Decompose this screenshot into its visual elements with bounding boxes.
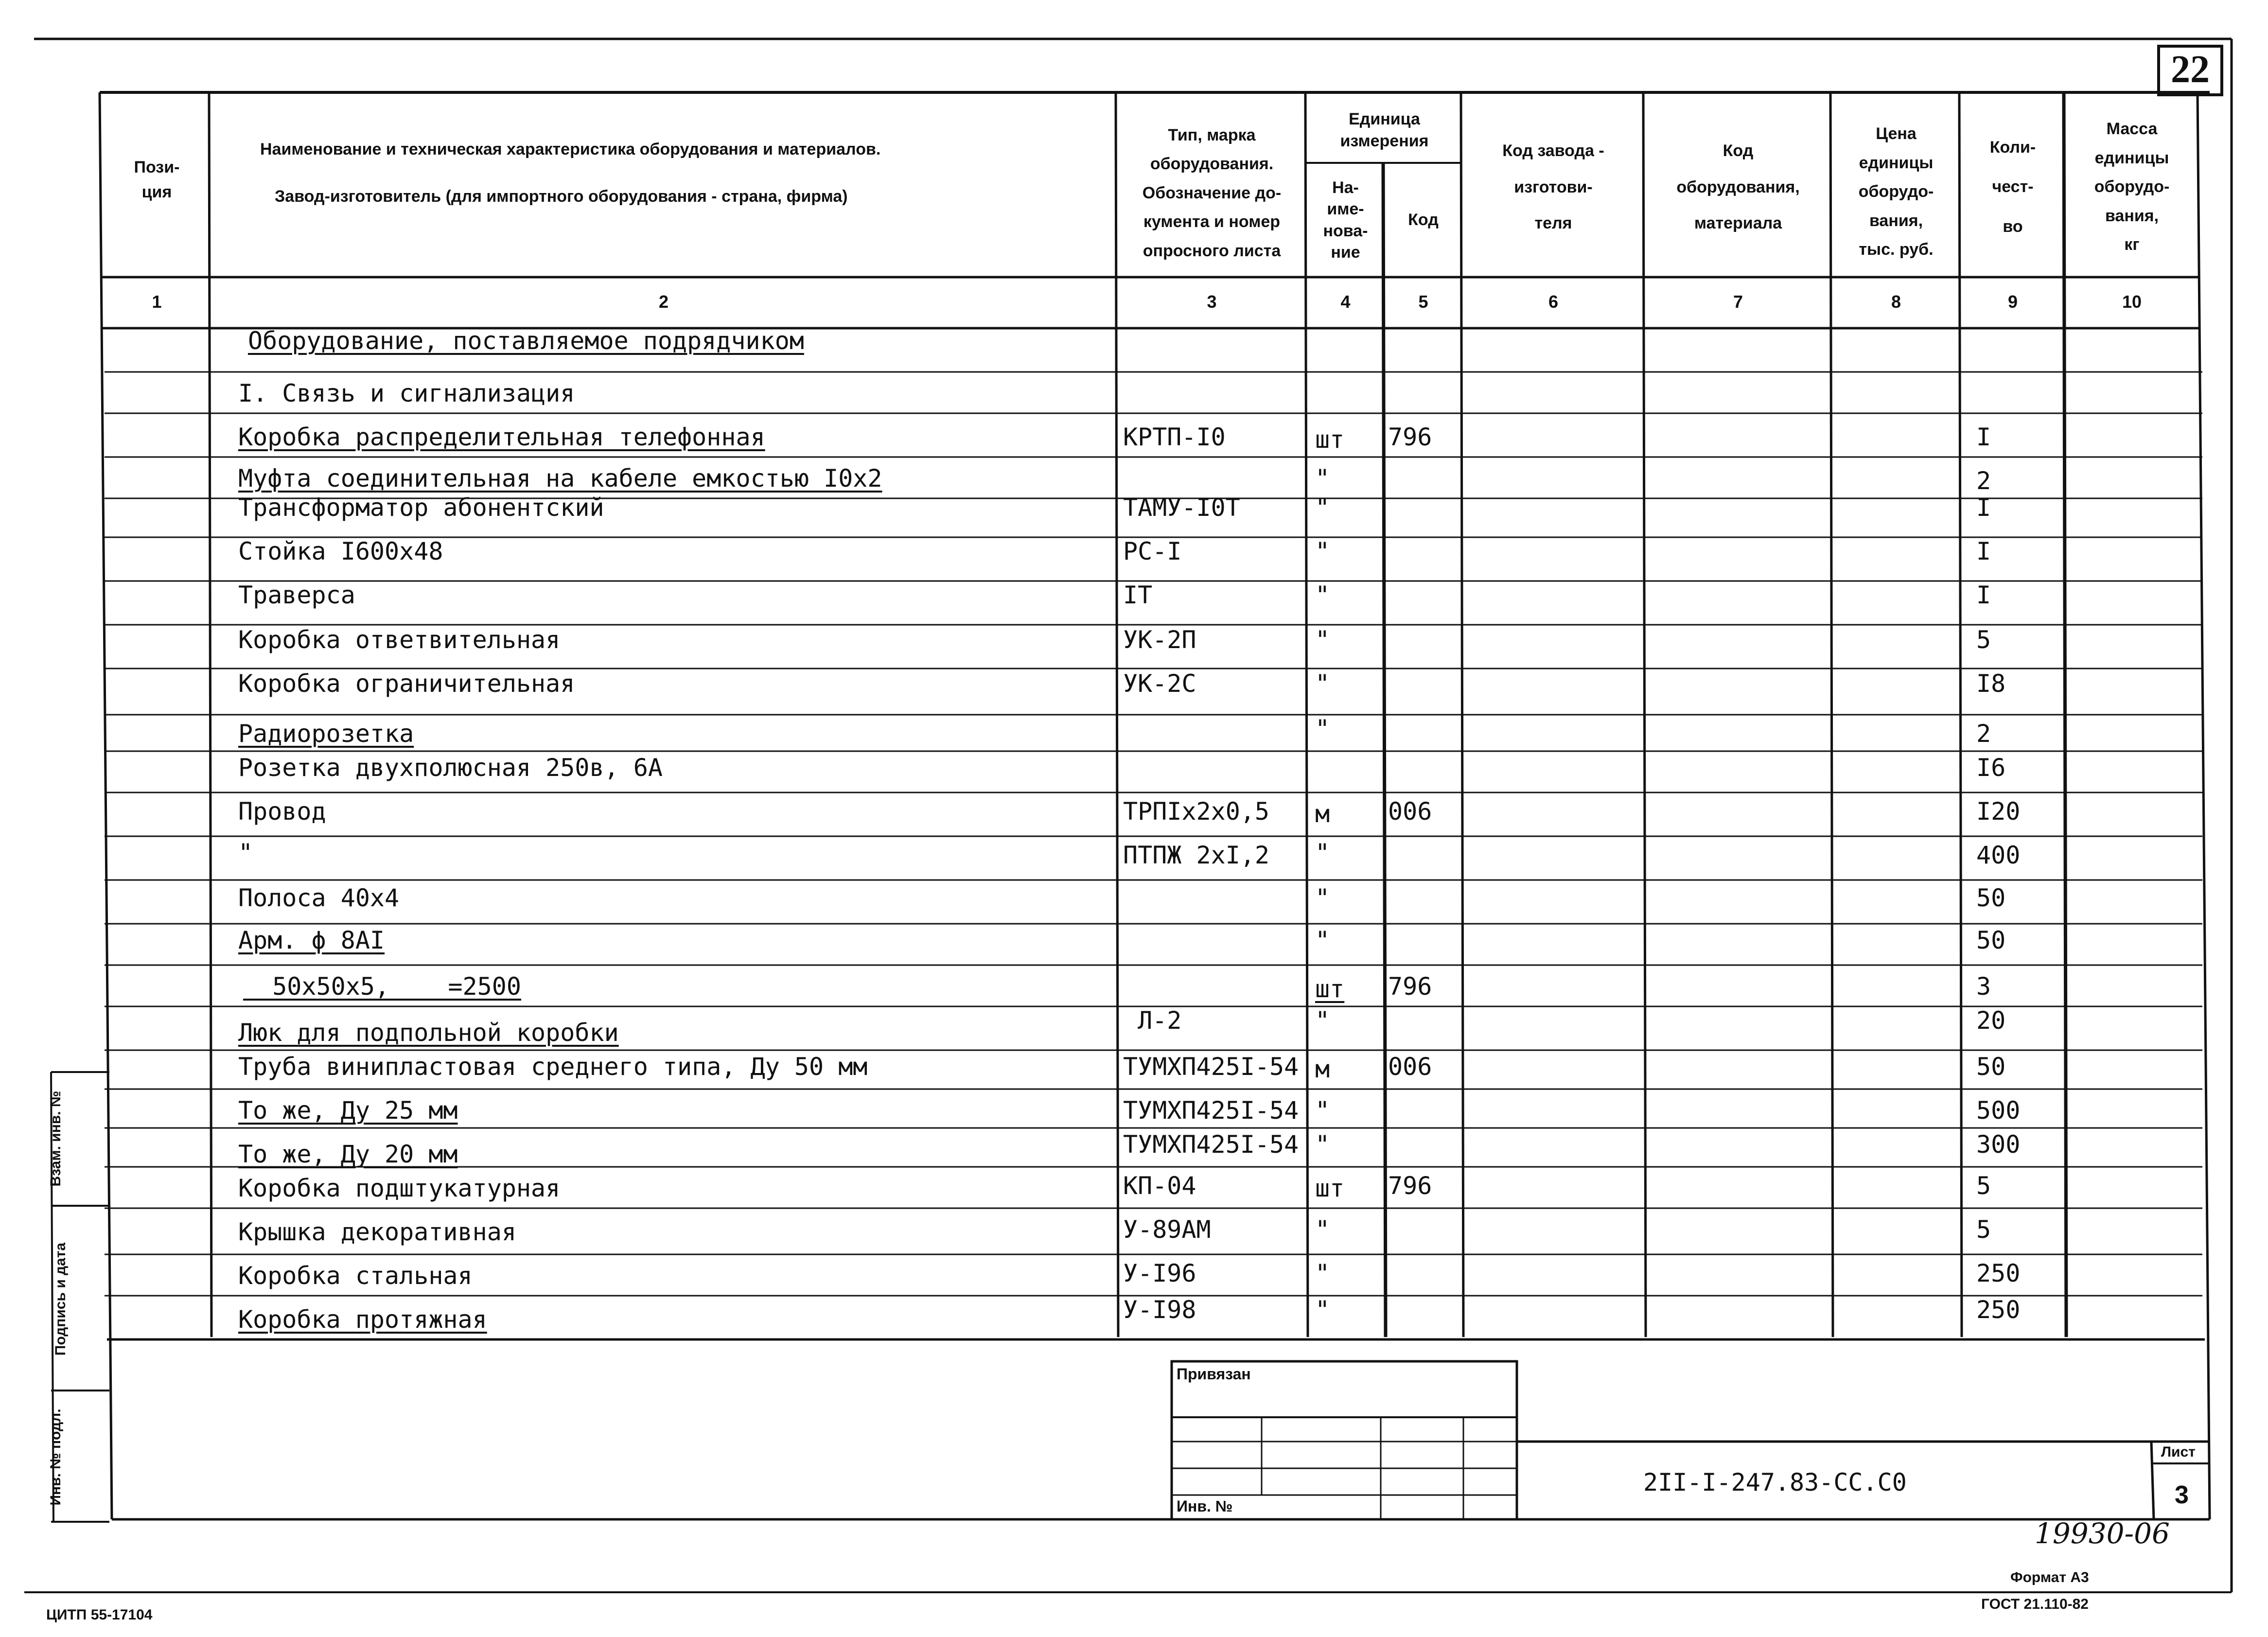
header-name-line2: Завод-изготовитель (для импортного оборудования - страна, фирма) [275, 187, 848, 206]
table-row-type: У-I98 [1123, 1296, 1196, 1324]
header-name-line1: Наименование и техническая характеристика оборудования и материалов. [260, 140, 881, 158]
table-row-unit: " [1315, 493, 1330, 522]
table-row-qty: 50 [1976, 884, 2006, 912]
header-price: Цена единицы оборудо- вания, тыс. руб. [1858, 124, 1934, 259]
table-row-unit: шт [1315, 1174, 1345, 1202]
table-row-qty: 3 [1976, 972, 1991, 1001]
table-row-type: ПТПЖ 2xI,2 [1123, 841, 1270, 869]
col-num-5: 5 [1418, 292, 1428, 312]
table-row-name: Коробка распределительная телефонная [238, 423, 765, 451]
table-row-name: " [238, 839, 253, 867]
table-row-code: 796 [1388, 1172, 1432, 1200]
table-row-unit: " [1315, 669, 1330, 698]
stamp-privyazan: Привязан [1177, 1365, 1251, 1383]
handwritten-number: 19930-06 [2035, 1517, 2170, 1550]
table-row-name: Радиорозетка [238, 720, 414, 748]
table-row-name: Коробка подштукатурная [238, 1174, 561, 1202]
table-row-qty: 250 [1976, 1296, 2021, 1324]
table-row-unit: м [1315, 800, 1330, 828]
table-row-type: РС-I [1123, 537, 1182, 565]
table-row-qty: 5 [1976, 626, 1991, 654]
table-row-qty: I20 [1976, 797, 2021, 826]
table-row-name: То же, Ду 25 мм [238, 1096, 458, 1125]
table-row-name: Труба винипластовая среднего типа, Ду 50 мм [238, 1053, 868, 1081]
header-plant-code: Код завода - изготови- теля [1502, 141, 1604, 233]
table-row-code: 006 [1388, 1053, 1432, 1081]
header-quantity: Коли- чест- во [1989, 138, 2036, 236]
table-row-qty: 5 [1976, 1215, 1991, 1244]
stamp-inv-no: Инв. № [1177, 1497, 1233, 1515]
col-num-4: 4 [1340, 292, 1351, 312]
table-row-qty: I8 [1976, 669, 2006, 698]
table-row-type: ТАМУ-I0Т [1123, 493, 1240, 522]
col-num-7: 7 [1733, 292, 1743, 312]
stamp-list-label: Лист [2161, 1444, 2196, 1460]
table-row-qty: I [1976, 537, 1991, 565]
section-title: Оборудование, поставляемое подрядчиком [248, 327, 804, 355]
table-row-type: КП-04 [1123, 1172, 1196, 1200]
table-row-qty: I6 [1976, 754, 2006, 782]
header-position: Пози- ция [134, 158, 180, 201]
table-row-unit: " [1315, 581, 1330, 609]
header-unit-group: Единица измерения [1340, 110, 1429, 150]
table-row-type: УК-2П [1123, 626, 1196, 654]
table-row-type: ТУМХП425I-54 [1123, 1130, 1299, 1159]
table-row-unit: " [1315, 1096, 1330, 1125]
table-row-name: Стойка I600x48 [238, 537, 443, 565]
table-row-qty: 2 [1976, 467, 1991, 495]
col-num-6: 6 [1548, 292, 1559, 312]
header-unit-code: Код [1408, 211, 1439, 229]
table-row-qty: 300 [1976, 1130, 2021, 1159]
table-row-unit: " [1315, 839, 1330, 867]
table-row-type: ТРПIx2x0,5 [1123, 797, 1270, 826]
table-row-unit: " [1315, 1006, 1330, 1035]
page-number: 22 [2171, 48, 2210, 91]
table-row-qty: 400 [1976, 841, 2021, 869]
table-row-qty: 250 [1976, 1259, 2021, 1287]
col-num-1: 1 [152, 292, 162, 312]
table-row-qty: 50 [1976, 926, 2006, 954]
table-row-unit: " [1315, 715, 1330, 743]
bottom-left-stamp: ЦИТП 55-17104 [46, 1607, 153, 1623]
table-row-type: КРТП-I0 [1123, 423, 1226, 451]
table-row-code: 796 [1388, 423, 1432, 451]
table-row-unit: " [1315, 884, 1330, 912]
table-row-code: 006 [1388, 797, 1432, 826]
table-row-qty: I [1976, 493, 1991, 522]
stamp-list-number: 3 [2175, 1481, 2189, 1509]
table-row-name: Траверса [238, 581, 355, 609]
side-label-inv-podl: Инв. № подл. [48, 1408, 64, 1506]
table-row-unit: " [1315, 626, 1330, 654]
subsection-title: I. Связь и сигнализация [238, 379, 575, 407]
table-row-name: Розетка двухполюсная 250в, 6А [238, 754, 663, 782]
header-unit-name: На- име- нова- ние [1323, 178, 1368, 262]
table-row-name: Коробка ответвительная [238, 626, 561, 654]
table-row-name: Полоса 40x4 [238, 884, 400, 912]
table-row-unit: " [1315, 926, 1330, 954]
header-type: Тип, марка оборудования. Обозначение до- кумента и номер опросного листа [1142, 125, 1282, 260]
header-equipment-code: Код оборудования, материала [1676, 141, 1800, 233]
table-row-qty: I [1976, 581, 1991, 609]
table-row-type: IТ [1123, 581, 1153, 609]
table-row-unit: " [1315, 1259, 1330, 1287]
header-mass: Масса единицы оборудо- вания, кг [2094, 120, 2170, 254]
col-num-8: 8 [1891, 292, 1901, 312]
table-row-unit: " [1315, 464, 1330, 493]
table-row-unit: шт [1315, 425, 1345, 454]
table-row-type: ТУМХП425I-54 [1123, 1053, 1299, 1081]
table-row-name: Крышка декоративная [238, 1218, 516, 1246]
table-row-unit: м [1315, 1055, 1330, 1083]
table-row-name: Люк для подпольной коробки [238, 1019, 619, 1047]
table-row-qty: 5 [1976, 1172, 1991, 1200]
table-row-code: 796 [1388, 972, 1432, 1001]
table-row-name: Арм. ϕ 8АI [238, 926, 385, 954]
table-row-qty: I [1976, 423, 1991, 451]
table-row-name: 50x50x5, =2500 [243, 972, 521, 1001]
table-row-name: Коробка ограничительная [238, 669, 575, 698]
col-num-3: 3 [1207, 292, 1217, 312]
table-row-type: У-89АМ [1123, 1215, 1211, 1244]
side-label-podpis: Подпись и дата [53, 1242, 69, 1356]
table-row-qty: 2 [1976, 720, 1991, 748]
table-row-unit: шт [1315, 975, 1345, 1003]
table-row-qty: 50 [1976, 1053, 2006, 1081]
format-label: Формат А3 [2010, 1569, 2089, 1585]
table-row-type: Л-2 [1123, 1006, 1182, 1035]
table-row-type: ТУМХП425I-54 [1123, 1096, 1299, 1125]
table-row-unit: " [1315, 1130, 1330, 1159]
table-row-name: Коробка протяжная [238, 1305, 487, 1334]
table-row-qty: 500 [1976, 1096, 2021, 1125]
table-row-name: Провод [238, 797, 326, 826]
table-row-name: Коробка стальная [238, 1262, 473, 1290]
col-num-10: 10 [2122, 292, 2142, 312]
col-num-9: 9 [2007, 292, 2018, 312]
side-label-vzam: Взам. инв. № [48, 1091, 64, 1187]
table-row-unit: " [1315, 1296, 1330, 1324]
table-row-unit: " [1315, 1215, 1330, 1244]
table-row-name: То же, Ду 20 мм [238, 1140, 458, 1168]
table-row-type: УК-2С [1123, 669, 1196, 698]
document-code: 2II-I-247.83-СС.С0 [1643, 1468, 1907, 1496]
table-row-qty: 20 [1976, 1006, 2006, 1035]
gost-label: ГОСТ 21.110-82 [1981, 1596, 2089, 1612]
table-row-name: Муфта соединительная на кабеле емкостью I0x2 [238, 464, 882, 493]
table-row-type: У-I96 [1123, 1259, 1196, 1287]
table-row-unit: " [1315, 537, 1330, 565]
table-row-name: Трансформатор абонентский [238, 493, 604, 522]
col-num-2: 2 [658, 292, 669, 312]
